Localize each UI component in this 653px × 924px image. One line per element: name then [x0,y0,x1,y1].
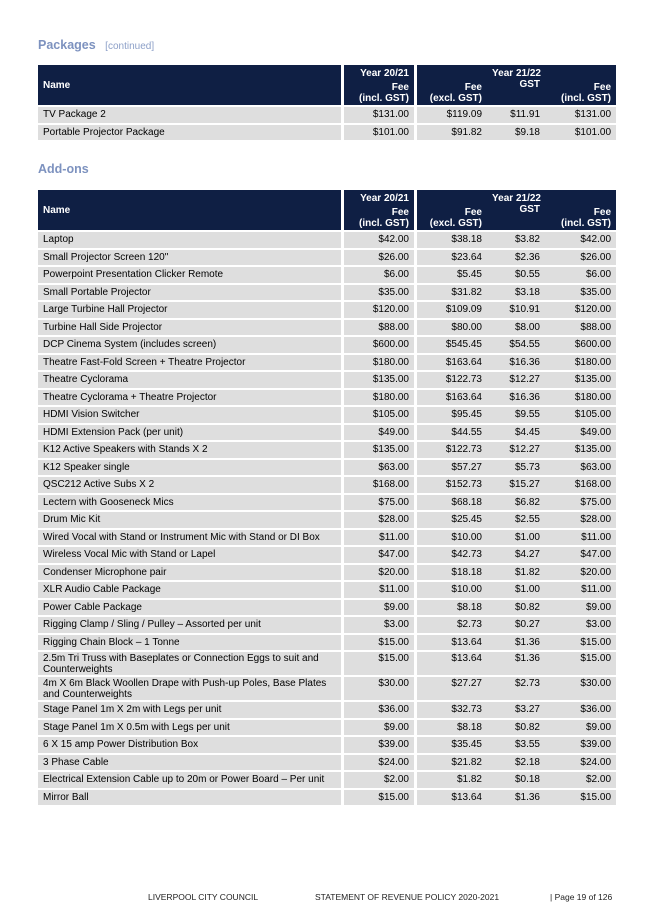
cell-name: Wired Vocal with Stand or Instrument Mic with Stand or DI Box [38,528,341,546]
cell-fee-2021: $26.00 [341,248,414,266]
packages-table [38,65,616,140]
table-row [38,493,616,511]
cell-name: 6 X 15 amp Power Distribution Box [38,735,341,753]
cell-fee-2021: $101.00 [341,123,414,141]
cell-fee-incl: $2.00 [545,770,616,788]
cell-name: HDMI Extension Pack (per unit) [38,423,341,441]
table-row [38,475,616,493]
cell-fee-2021: $15.00 [341,650,414,675]
header-year-2122: Year 21/22 [414,65,616,79]
cell-fee-2021: $47.00 [341,545,414,563]
cell-fee-2021: $120.00 [341,300,414,318]
packages-title: Packages [38,38,96,52]
cell-gst: $1.82 [487,563,545,581]
cell-fee-incl: $180.00 [545,388,616,406]
cell-fee-excl: $1.82 [414,770,487,788]
cell-gst: $54.55 [487,335,545,353]
cell-gst: $2.55 [487,510,545,528]
cell-fee-excl: $32.73 [414,700,487,718]
cell-fee-2021: $131.00 [341,105,414,123]
cell-fee-incl: $135.00 [545,440,616,458]
table-row [38,718,616,736]
cell-name: Turbine Hall Side Projector [38,318,341,336]
cell-gst: $3.18 [487,283,545,301]
cell-gst: $11.91 [487,105,545,123]
cell-gst: $3.27 [487,700,545,718]
table-row [38,423,616,441]
cell-fee-excl: $38.18 [414,230,487,248]
cell-fee-excl: $8.18 [414,598,487,616]
cell-fee-incl: $3.00 [545,615,616,633]
cell-fee-excl: $80.00 [414,318,487,336]
cell-fee-incl: $39.00 [545,735,616,753]
header-fee-incl: Fee (incl. GST) [545,79,616,105]
table-row [38,230,616,248]
cell-fee-incl: $9.00 [545,718,616,736]
cell-fee-2021: $75.00 [341,493,414,511]
cell-fee-excl: $44.55 [414,423,487,441]
table-row [38,405,616,423]
cell-gst: $9.18 [487,123,545,141]
cell-gst: $5.73 [487,458,545,476]
cell-gst: $2.73 [487,675,545,700]
table-row [38,735,616,753]
cell-fee-excl: $163.64 [414,353,487,371]
cell-fee-incl: $6.00 [545,265,616,283]
cell-gst: $16.36 [487,388,545,406]
table-row [38,753,616,771]
cell-name: Mirror Ball [38,788,341,806]
cell-fee-incl: $28.00 [545,510,616,528]
cell-name: Rigging Chain Block – 1 Tonne [38,633,341,651]
cell-name: Power Cable Package [38,598,341,616]
cell-gst: $4.45 [487,423,545,441]
cell-fee-2021: $6.00 [341,265,414,283]
cell-fee-incl: $42.00 [545,230,616,248]
table-row [38,528,616,546]
cell-gst: $1.36 [487,633,545,651]
table-row [38,675,616,700]
packages-section-title [38,38,154,52]
table-row [38,105,616,123]
cell-gst: $3.55 [487,735,545,753]
cell-fee-excl: $122.73 [414,370,487,388]
cell-fee-excl: $119.09 [414,105,487,123]
cell-fee-excl: $163.64 [414,388,487,406]
cell-fee-incl: $26.00 [545,248,616,266]
header-gst: GST [487,79,545,105]
cell-name: 2.5m Tri Truss with Baseplates or Connection Eggs to suit and Counterweights [38,650,341,675]
cell-name: Portable Projector Package [38,123,341,141]
cell-name: HDMI Vision Switcher [38,405,341,423]
cell-fee-2021: $9.00 [341,598,414,616]
cell-gst: $1.36 [487,788,545,806]
cell-name: Laptop [38,230,341,248]
cell-fee-excl: $23.64 [414,248,487,266]
header-fee-incl: Fee (incl. GST) [545,204,616,230]
cell-fee-2021: $63.00 [341,458,414,476]
header-fee-excl: Fee (excl. GST) [414,79,487,105]
cell-fee-excl: $10.00 [414,580,487,598]
cell-fee-2021: $28.00 [341,510,414,528]
table-row [38,770,616,788]
cell-fee-2021: $35.00 [341,283,414,301]
cell-fee-excl: $18.18 [414,563,487,581]
header-gst: GST [487,204,545,230]
cell-fee-excl: $91.82 [414,123,487,141]
table-row [38,440,616,458]
cell-fee-incl: $15.00 [545,633,616,651]
table-row [38,458,616,476]
cell-fee-excl: $25.45 [414,510,487,528]
table-row [38,123,616,141]
cell-gst: $0.82 [487,598,545,616]
cell-fee-incl: $36.00 [545,700,616,718]
cell-fee-2021: $15.00 [341,788,414,806]
cell-gst: $9.55 [487,405,545,423]
cell-gst: $15.27 [487,475,545,493]
cell-fee-2021: $11.00 [341,580,414,598]
cell-fee-incl: $88.00 [545,318,616,336]
cell-fee-excl: $13.64 [414,633,487,651]
cell-fee-2021: $24.00 [341,753,414,771]
cell-fee-incl: $105.00 [545,405,616,423]
cell-gst: $0.55 [487,265,545,283]
cell-fee-incl: $11.00 [545,528,616,546]
header-year-2021: Year 20/21 [341,190,414,204]
cell-gst: $12.27 [487,440,545,458]
table-row [38,300,616,318]
cell-fee-incl: $180.00 [545,353,616,371]
cell-fee-2021: $3.00 [341,615,414,633]
cell-fee-incl: $15.00 [545,788,616,806]
cell-fee-incl: $600.00 [545,335,616,353]
cell-fee-2021: $600.00 [341,335,414,353]
cell-name: Small Portable Projector [38,283,341,301]
cell-fee-2021: $105.00 [341,405,414,423]
cell-gst: $12.27 [487,370,545,388]
cell-fee-2021: $9.00 [341,718,414,736]
cell-name: QSC212 Active Subs X 2 [38,475,341,493]
cell-fee-excl: $545.45 [414,335,487,353]
table-row [38,598,616,616]
table-row [38,388,616,406]
cell-fee-2021: $88.00 [341,318,414,336]
table-row [38,353,616,371]
header-fee-incl-2021: Fee (incl. GST) [341,79,414,105]
cell-fee-incl: $15.00 [545,650,616,675]
cell-name: Drum Mic Kit [38,510,341,528]
cell-fee-2021: $135.00 [341,370,414,388]
cell-gst: $3.82 [487,230,545,248]
cell-name: 4m X 6m Black Woollen Drape with Push-up Poles, Base Plates and Counterweights [38,675,341,700]
cell-name: Theatre Fast-Fold Screen + Theatre Projector [38,353,341,371]
table-row [38,615,616,633]
cell-gst: $0.82 [487,718,545,736]
table-row [38,650,616,675]
cell-fee-incl: $131.00 [545,105,616,123]
cell-fee-2021: $39.00 [341,735,414,753]
cell-fee-2021: $20.00 [341,563,414,581]
cell-fee-incl: $101.00 [545,123,616,141]
cell-fee-incl: $24.00 [545,753,616,771]
header-name: Name [38,65,341,105]
cell-gst: $0.27 [487,615,545,633]
cell-fee-excl: $122.73 [414,440,487,458]
cell-name: K12 Active Speakers with Stands X 2 [38,440,341,458]
addons-table [38,190,616,805]
cell-fee-excl: $152.73 [414,475,487,493]
cell-fee-excl: $13.64 [414,650,487,675]
cell-gst: $1.00 [487,580,545,598]
table-row [38,265,616,283]
cell-fee-2021: $180.00 [341,353,414,371]
cell-fee-excl: $5.45 [414,265,487,283]
cell-gst: $1.00 [487,528,545,546]
cell-fee-2021: $49.00 [341,423,414,441]
cell-gst: $10.91 [487,300,545,318]
cell-name: Lectern with Gooseneck Mics [38,493,341,511]
cell-name: Large Turbine Hall Projector [38,300,341,318]
cell-fee-2021: $168.00 [341,475,414,493]
header-year-2021: Year 20/21 [341,65,414,79]
header-fee-incl-2021: Fee (incl. GST) [341,204,414,230]
table-row [38,580,616,598]
cell-fee-2021: $180.00 [341,388,414,406]
cell-fee-incl: $135.00 [545,370,616,388]
addons-section-title [38,162,89,176]
cell-gst: $2.36 [487,248,545,266]
cell-fee-2021: $30.00 [341,675,414,700]
cell-fee-excl: $13.64 [414,788,487,806]
cell-fee-incl: $75.00 [545,493,616,511]
cell-gst: $1.36 [487,650,545,675]
cell-name: Stage Panel 1m X 2m with Legs per unit [38,700,341,718]
cell-fee-excl: $57.27 [414,458,487,476]
cell-fee-excl: $8.18 [414,718,487,736]
cell-fee-excl: $10.00 [414,528,487,546]
cell-gst: $8.00 [487,318,545,336]
cell-fee-excl: $68.18 [414,493,487,511]
table-row [38,563,616,581]
table-row [38,370,616,388]
cell-fee-incl: $49.00 [545,423,616,441]
cell-gst: $6.82 [487,493,545,511]
cell-fee-incl: $63.00 [545,458,616,476]
cell-name: Powerpoint Presentation Clicker Remote [38,265,341,283]
cell-fee-excl: $95.45 [414,405,487,423]
cell-fee-incl: $168.00 [545,475,616,493]
cell-name: Rigging Clamp / Sling / Pulley – Assorted per unit [38,615,341,633]
cell-gst: $2.18 [487,753,545,771]
cell-fee-2021: $11.00 [341,528,414,546]
header-fee-excl: Fee (excl. GST) [414,204,487,230]
cell-name: Wireless Vocal Mic with Stand or Lapel [38,545,341,563]
cell-name: DCP Cinema System (includes screen) [38,335,341,353]
table-row [38,283,616,301]
cell-fee-2021: $135.00 [341,440,414,458]
table-row [38,318,616,336]
cell-name: K12 Speaker single [38,458,341,476]
cell-fee-incl: $35.00 [545,283,616,301]
cell-name: 3 Phase Cable [38,753,341,771]
cell-name: Theatre Cyclorama [38,370,341,388]
header-name: Name [38,190,341,230]
cell-fee-2021: $42.00 [341,230,414,248]
cell-name: TV Package 2 [38,105,341,123]
cell-fee-incl: $47.00 [545,545,616,563]
cell-fee-excl: $35.45 [414,735,487,753]
table-row [38,335,616,353]
packages-subtitle: [continued] [105,41,155,52]
footer-document: STATEMENT OF REVENUE POLICY 2020-2021 [315,892,500,902]
cell-name: Condenser Microphone pair [38,563,341,581]
cell-gst: $0.18 [487,770,545,788]
cell-fee-incl: $11.00 [545,580,616,598]
cell-fee-incl: $30.00 [545,675,616,700]
cell-fee-incl: $9.00 [545,598,616,616]
cell-fee-2021: $15.00 [341,633,414,651]
cell-name: Stage Panel 1m X 0.5m with Legs per unit [38,718,341,736]
cell-fee-excl: $42.73 [414,545,487,563]
cell-name: XLR Audio Cable Package [38,580,341,598]
cell-fee-excl: $2.73 [414,615,487,633]
cell-fee-2021: $36.00 [341,700,414,718]
cell-name: Electrical Extension Cable up to 20m or Power Board – Per unit [38,770,341,788]
table-row [38,633,616,651]
cell-name: Theatre Cyclorama + Theatre Projector [38,388,341,406]
table-row [38,700,616,718]
cell-fee-incl: $20.00 [545,563,616,581]
table-row [38,545,616,563]
header-year-2122: Year 21/22 [414,190,616,204]
addons-title: Add-ons [38,162,89,176]
footer-council: LIVERPOOL CITY COUNCIL [148,892,259,902]
cell-gst: $4.27 [487,545,545,563]
cell-name: Small Projector Screen 120" [38,248,341,266]
table-row [38,510,616,528]
footer-page-number: | Page 19 of 126 [550,892,613,902]
cell-gst: $16.36 [487,353,545,371]
table-row [38,248,616,266]
cell-fee-2021: $2.00 [341,770,414,788]
cell-fee-excl: $27.27 [414,675,487,700]
cell-fee-incl: $120.00 [545,300,616,318]
cell-fee-excl: $21.82 [414,753,487,771]
table-row [38,788,616,806]
cell-fee-excl: $109.09 [414,300,487,318]
cell-fee-excl: $31.82 [414,283,487,301]
